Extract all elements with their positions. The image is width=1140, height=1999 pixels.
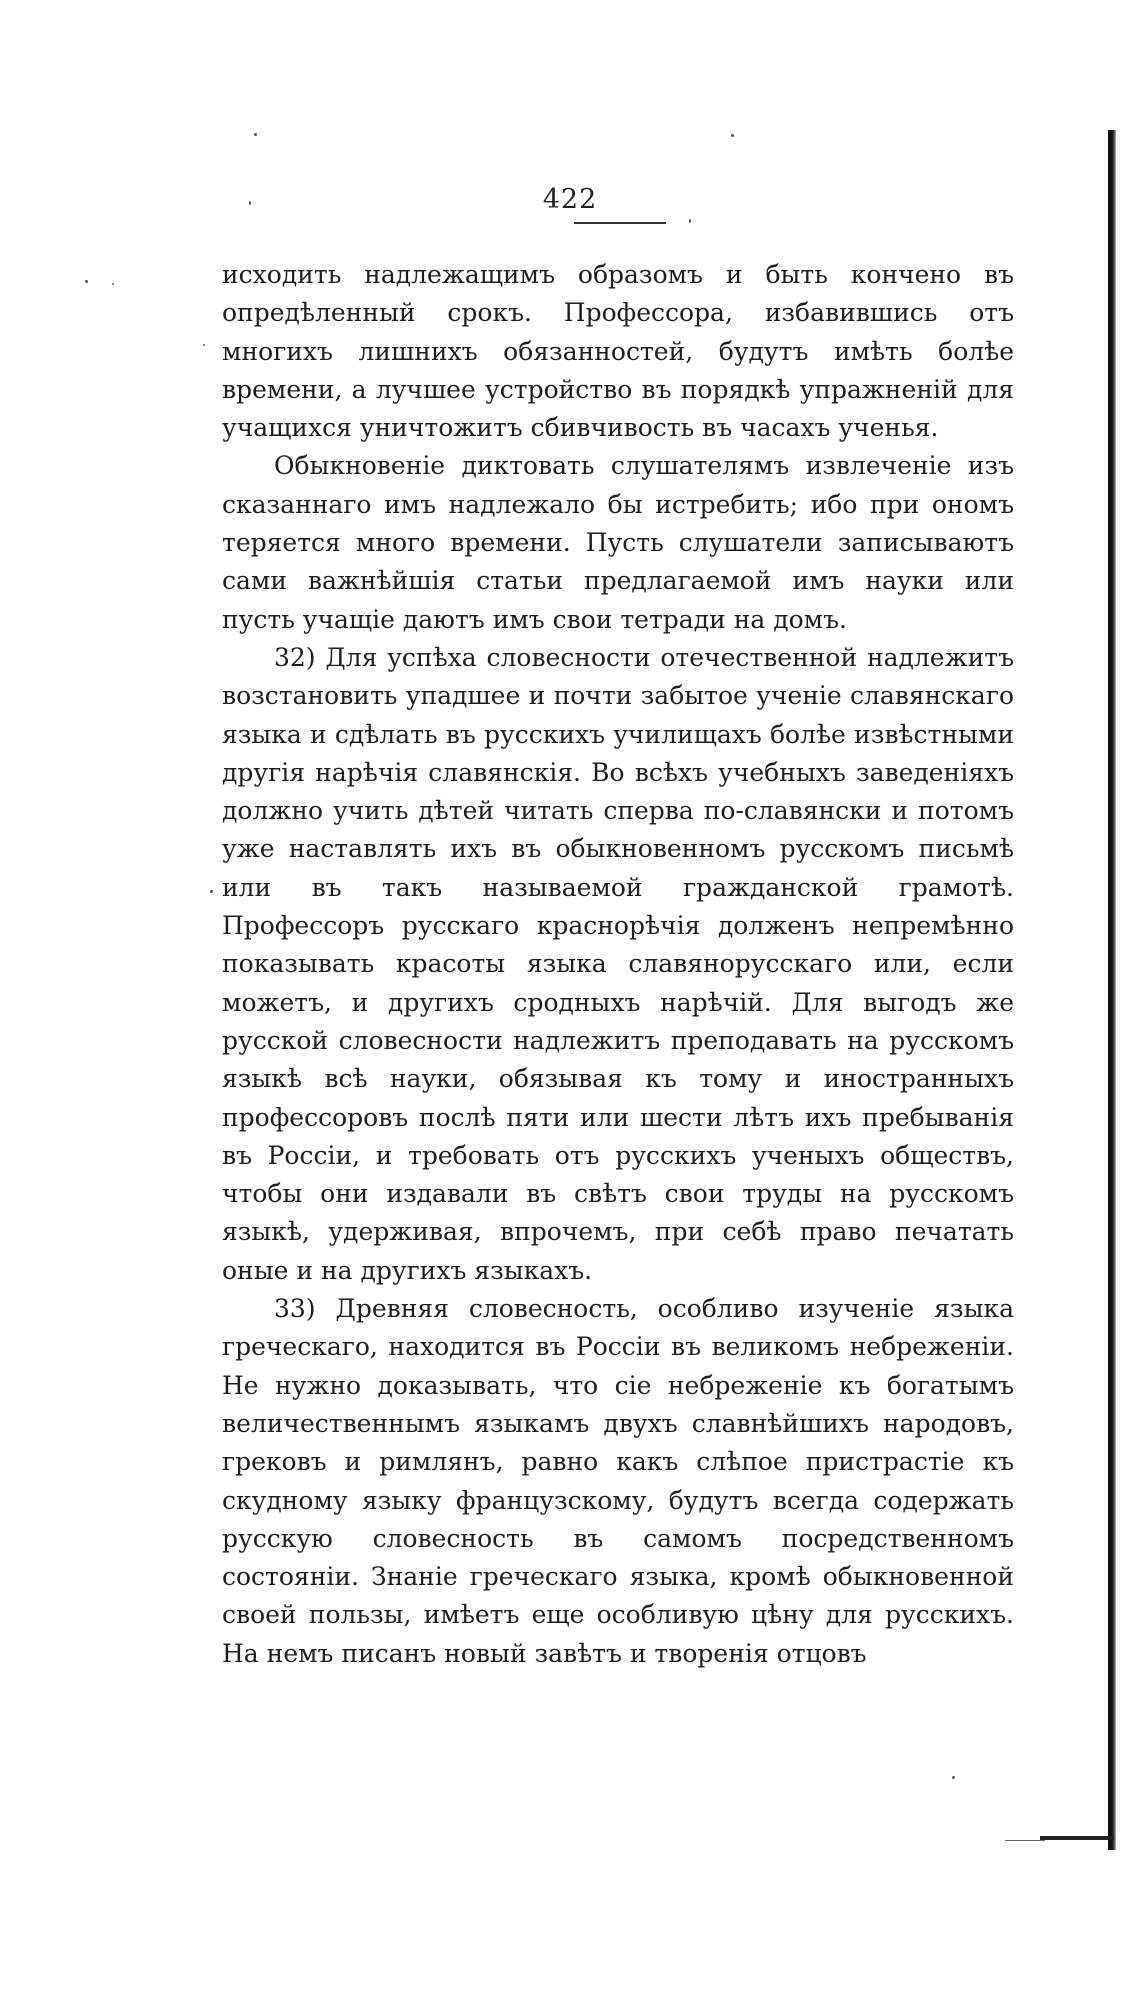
print-speck — [203, 344, 205, 346]
print-speck — [689, 219, 691, 223]
print-speck — [254, 133, 257, 136]
paragraph-4: 33) Древняя словесность, особливо изученіе языка греческаго, находится въ Россіи въ великомъ небреженіи. Не нужно доказывать, что сіе небреженіе къ богатымъ величественнымъ языкамъ двухъ славнѣйшихъ народовъ, грековъ и римлянъ, равно какъ слѣпое пристрастіе къ скудному языку французскому, будутъ всегда содержать русскую словесность въ самомъ посредственномъ состояніи. Знаніе греческаго языка, кромѣ обыкновенной своей пользы, имѣетъ еще особливую цѣну для русскихъ. На немъ писанъ новый завѣтъ и творенія отцовъ — [222, 1294, 1014, 1668]
print-speck — [731, 134, 734, 137]
book-spine-base-line — [1005, 1840, 1045, 1841]
print-speck — [85, 280, 88, 283]
book-spine-shadow — [1108, 130, 1116, 1850]
print-speck — [112, 283, 114, 285]
paragraph-1: исходить надлежащимъ образомъ и быть кончено въ опредѣленный срокъ. Профессора, избавившись отъ многихъ лишнихъ обязанностей, будутъ имѣть болѣе времени, а лучшее устройство въ порядкѣ упражненій для учащихся уничтожитъ сбивчивость въ часахъ ученья. — [222, 260, 1014, 443]
page-number: 422 — [542, 184, 598, 215]
print-speck — [210, 890, 213, 893]
paragraph-3: 32) Для успѣха словесности отечественной надлежитъ возстановить упадшее и почти забытое ученіе славянскаго языка и сдѣлать въ русскихъ училищахъ болѣе извѣстными другія нарѣчія славянскія. Во всѣхъ учебныхъ заведеніяхъ должно учить дѣтей читать сперва по-славянски и потомъ уже наставлять ихъ въ обыкновенномъ русскомъ письмѣ или въ такъ называемой гражданской грамотѣ. Профессоръ русскаго краснорѣчія долженъ непремѣнно показывать красоты языка славянорусскаго или, если можетъ, и другихъ сродныхъ нарѣчій. Для выгодъ же русской словесности надлежитъ преподавать на русскомъ языкѣ всѣ науки, обязывая къ тому и иностранныхъ профессоровъ послѣ пяти или шести лѣтъ ихъ пребыванія въ Россіи, и требовать отъ русскихъ ученыхъ обществъ, чтобы они издавали въ свѣтъ свои труды на русскомъ языкѣ, удерживая, впрочемъ, при себѣ право печатать оные и на другихъ языкахъ. — [222, 642, 1014, 1285]
print-speck — [952, 1776, 955, 1779]
book-spine-base — [1040, 1836, 1114, 1840]
body-text — [222, 256, 1014, 1673]
paragraph-2: Обыкновеніе диктовать слушателямъ извлеченіе изъ сказаннаго имъ надлежало бы истребить; ибо при ономъ теряется много времени. Пусть слушатели записываютъ сами важнѣйшія статьи предлагаемой имъ науки или пусть учащіе даютъ имъ свои тетради на домъ. — [222, 451, 1014, 634]
page-number-rule — [574, 222, 666, 224]
